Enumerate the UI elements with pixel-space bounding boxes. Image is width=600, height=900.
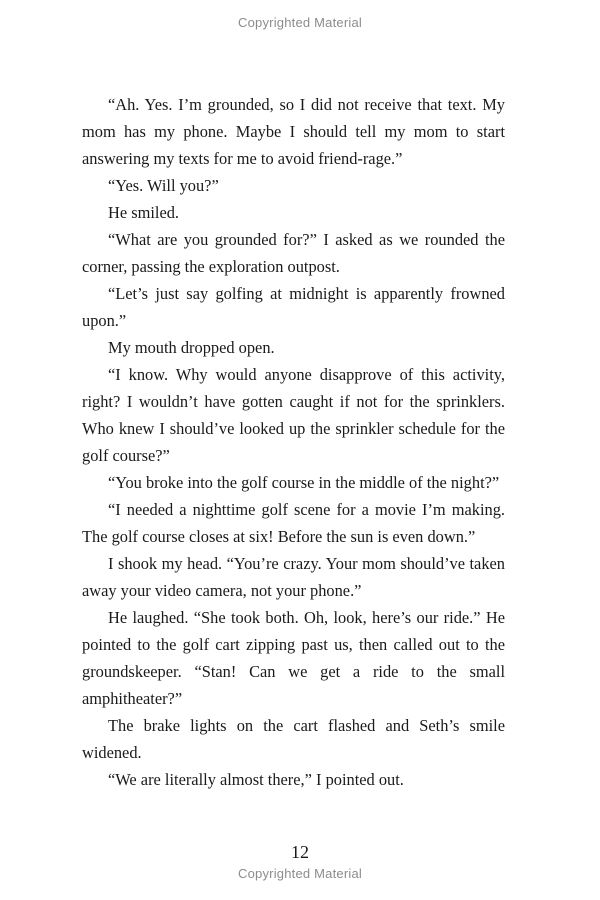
paragraph: I shook my head. “You’re crazy. Your mom should’ve taken away your video camera, not your phone.” [82,554,505,600]
paragraph: “Let’s just say golfing at midnight is apparently frowned upon.” [82,284,505,330]
paragraph: He smiled. [108,203,180,222]
paragraph: My mouth dropped open. [108,338,275,357]
copyright-watermark-top: Copyrighted Material [238,15,362,30]
page-number: 12 [291,842,309,862]
paragraph: “Ah. Yes. I’m grounded, so I did not receive that text. My mom has my phone. Maybe I should tell my mom to start answering my texts for me to avoid friend-rage.” [82,95,505,168]
paragraph: The brake lights on the cart flashed and Seth’s smile widened. [82,716,505,762]
paragraph: He laughed. “She took both. Oh, look, here’s our ride.” He pointed to the golf cart zipping past us, then called out to the groundskeeper. “Stan! Can we get a ride to the small amphitheater?” [82,608,505,708]
paragraph: “I know. Why would anyone disapprove of this activity, right? I wouldn’t have gotten caught if not for the sprinklers. Who knew I should’ve looked up the sprinkler schedule for the golf course?” [82,365,505,465]
book-page-body [82,91,505,793]
paragraph: “We are literally almost there,” I pointed out. [108,770,404,789]
paragraph: “You broke into the golf course in the middle of the night?” [108,473,500,492]
copyright-watermark-bottom: Copyrighted Material [238,866,362,881]
paragraph: “Yes. Will you?” [108,176,219,195]
paragraph: “What are you grounded for?” I asked as we rounded the corner, passing the exploration outpost. [82,230,505,276]
paragraph: “I needed a nighttime golf scene for a movie I’m making. The golf course closes at six! Before the sun is even down.” [82,500,505,546]
